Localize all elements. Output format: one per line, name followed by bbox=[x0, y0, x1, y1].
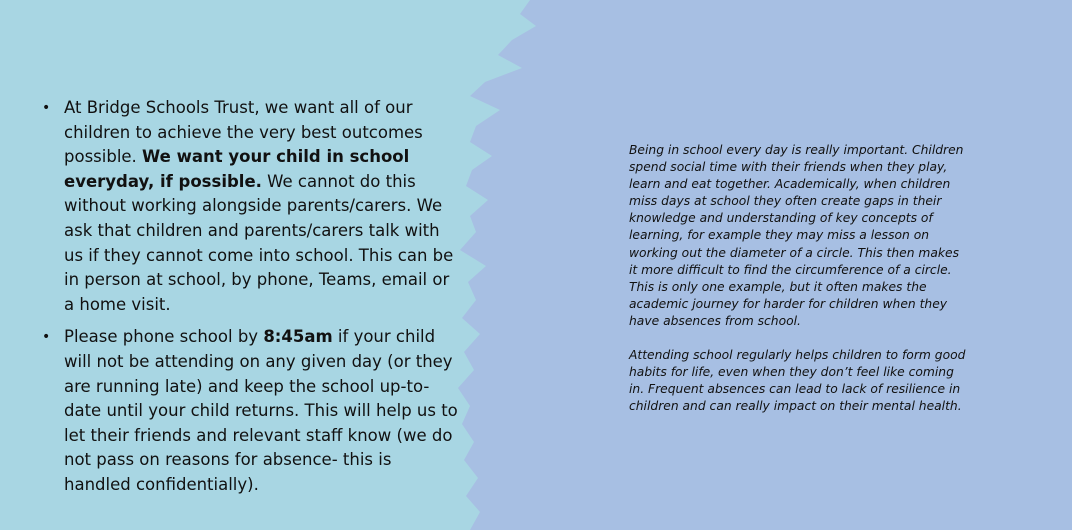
bullet-text-time: 8:45am bbox=[263, 327, 333, 347]
bullet-text-intro: At Bridge Schools Trust, we want all of our children to achieve the very best outcomes possible. bbox=[64, 98, 423, 167]
right-text-block bbox=[629, 142, 969, 432]
bullet-item-phone-school bbox=[38, 325, 458, 497]
left-bullet-list bbox=[38, 96, 458, 506]
bullet-item-attendance-goal bbox=[38, 96, 458, 317]
bullet-text-intro: Please phone school by bbox=[64, 327, 264, 347]
importance-paragraph: Being in school every day is really important. Children spend social time with their friends when they play, learn and eat together. Academically, when children miss days at school they often create gaps in their knowledge and understanding of key concepts of learning, for example they may miss a lesson on working out the diameter of a circle. This then makes it more difficult to find the circumference of a circle. This is only one example, but it often makes the academic journey for harder for children when they have absences from school. bbox=[629, 143, 964, 328]
bullet-text-emphasis: We want your child in school everyday, if possible. bbox=[64, 147, 410, 191]
bullet-text-rest: if your child will not be attending on any given day (or they are running late) and keep the school up-to-date until your child returns. This will help us to let their friends and relevant staff know (we do not pass on reasons for absence- this is handled confidentially). bbox=[64, 327, 458, 494]
habits-paragraph: Attending school regularly helps children to form good habits for life, even when they don’t feel like coming in. Frequent absences can lead to lack of resilience in children and can really impact on their mental health. bbox=[629, 348, 966, 414]
bullet-icon: • bbox=[42, 100, 51, 116]
bullet-text-rest: We cannot do this without working alongside parents/carers. We ask that children and parents/carers talk with us if they cannot come into school. This can be in person at school, by phone, Teams, email or a home visit. bbox=[64, 171, 454, 314]
bullet-icon: • bbox=[42, 329, 51, 346]
